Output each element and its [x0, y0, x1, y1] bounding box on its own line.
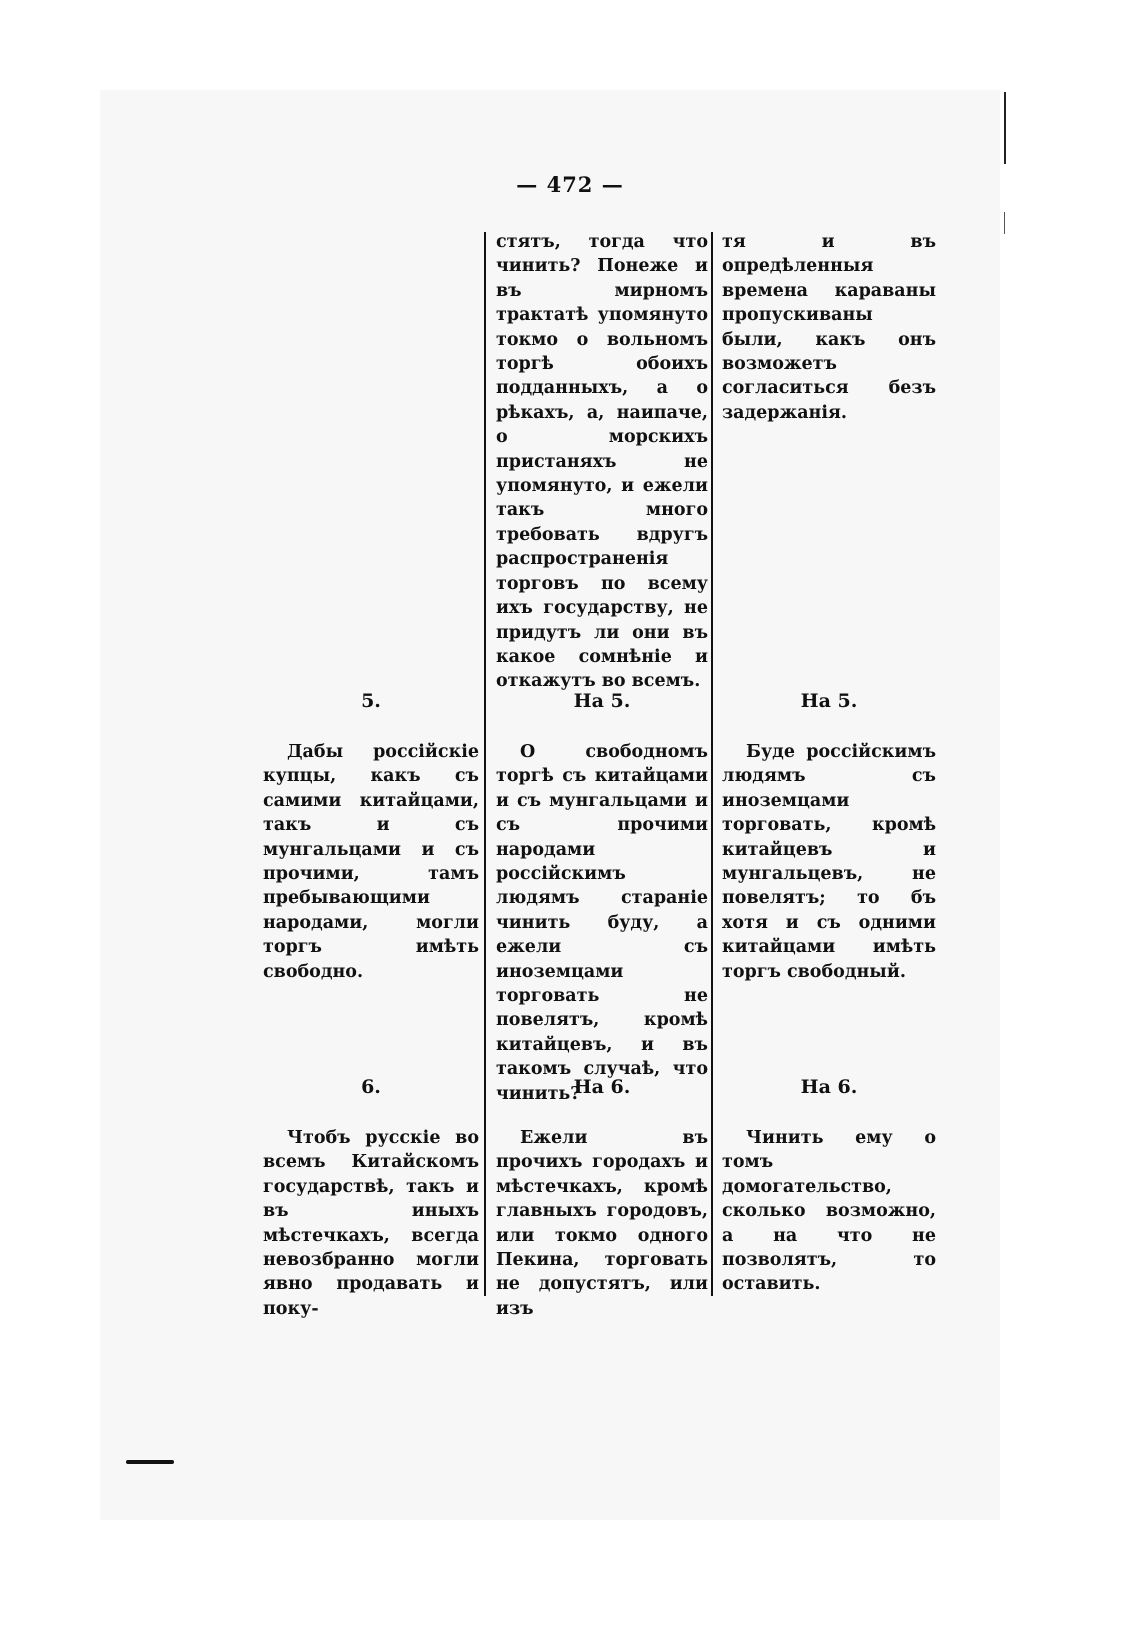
column-rule-right — [711, 232, 713, 1296]
top-middle-paragraph: стятъ, тогда что чинить? Понеже и въ мирномъ трактатѣ упомянуто токмо о вольномъ торгѣ обоихъ подданныхъ, а о рѣкахъ, а, наипаче, о морскихъ пристаняхъ не упомянуто, и ежели такъ много требовать вдругъ распространенія торговъ по всему ихъ государству, не придутъ ли они въ какое сомнѣніе и откажутъ во всемъ. — [496, 232, 708, 692]
section5-left-text: Дабы россійскіе купцы, какъ съ самими китайцами, такъ и съ мунгальцами и съ прочими, тамъ пребывающими народами, могли торгъ имѣть свободно. — [263, 742, 479, 982]
section5-left-heading: 5. — [361, 690, 381, 712]
section6-left-heading: 6. — [361, 1076, 381, 1098]
scan-edge-mark-lower — [1004, 212, 1005, 234]
section6-middle-text: Ежели въ прочихъ городахъ и мѣстечкахъ, кромѣ главныхъ городовъ, или токмо одного Пекина, торговать не допустятъ, или изъ — [496, 1128, 708, 1319]
scan-edge-mark — [1004, 92, 1006, 164]
section6-right-text: Чинить ему о томъ домогательство, сколько возможно, а на что не позволятъ, то оставить. — [722, 1128, 936, 1295]
section5-middle-text: О свободномъ торгѣ съ китайцами и съ мунгальцами и съ прочими народами россійскимъ людямъ стараніе чинить буду, а ежели съ иноземцами торговать не повелятъ, кромѣ китайцевъ, и въ такомъ случаѣ, что чинить? — [496, 742, 708, 1104]
section6-middle-heading: На 6. — [573, 1076, 631, 1098]
top-right-text — [722, 230, 936, 425]
section5-right-heading: На 5. — [800, 690, 858, 712]
margin-dash-mark — [126, 1460, 174, 1464]
top-middle-text — [496, 230, 708, 694]
section6-left-text: Чтобъ русскіе во всемъ Китайскомъ государствѣ, такъ и въ иныхъ мѣстечкахъ, всегда невозбранно могли явно продавать и поку- — [263, 1128, 479, 1319]
section6-right-heading: На 6. — [800, 1076, 858, 1098]
column-rule-left — [484, 232, 486, 1296]
page-number: — 472 — — [516, 172, 624, 197]
top-right-paragraph: тя и въ опредѣленныя времена караваны пропускиваны были, какъ онъ возможетъ согласиться безъ задержанія. — [722, 232, 936, 423]
section5-middle-heading: На 5. — [573, 690, 631, 712]
section5-right-text: Буде россійскимъ людямъ съ иноземцами торговать, кромѣ китайцевъ и мунгальцевъ, не повелятъ; то бъ хотя и съ одними китайцами имѣть торгъ свободный. — [722, 742, 936, 982]
